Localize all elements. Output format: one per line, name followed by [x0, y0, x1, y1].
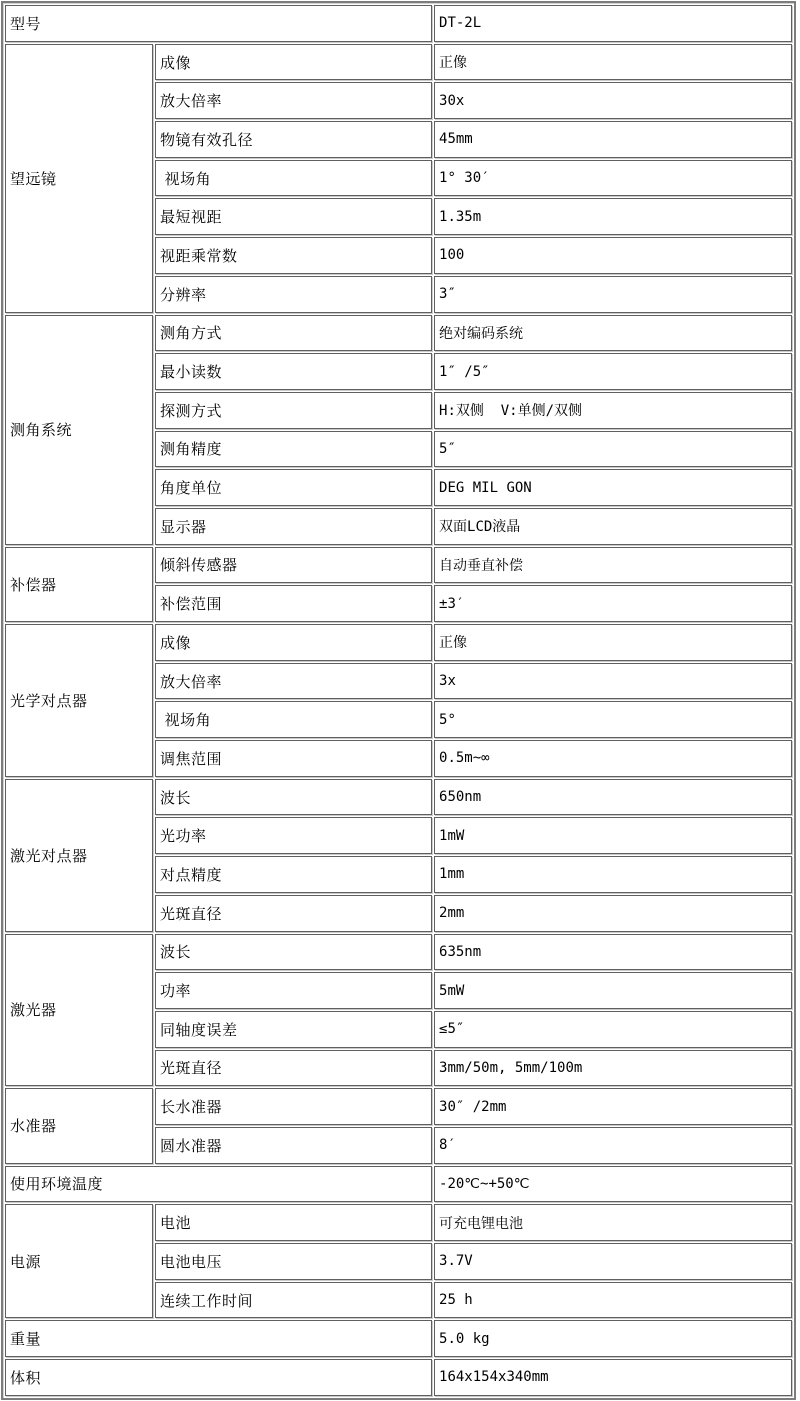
spec-value: 8′	[434, 1127, 792, 1164]
spec-value: 5°	[434, 701, 792, 738]
spec-value: ±3′	[434, 585, 792, 622]
spec-label: 测角方式	[155, 315, 432, 352]
spec-label: 视场角	[155, 701, 432, 738]
spec-label: 电池	[155, 1204, 432, 1241]
spec-value: 3mm/50m, 5mm/100m	[434, 1050, 792, 1087]
spec-label: 对点精度	[155, 856, 432, 893]
group-cell-angle-system: 测角系统	[5, 315, 153, 545]
table-row	[5, 1166, 792, 1203]
spec-label-operating-temp: 使用环境温度	[5, 1166, 432, 1203]
spec-label: 光功率	[155, 817, 432, 854]
spec-value: 25 h	[434, 1282, 792, 1319]
spec-value: 650nm	[434, 779, 792, 816]
spec-label: 最小读数	[155, 353, 432, 390]
group-cell-laser: 激光器	[5, 934, 153, 1087]
spec-value-model: DT-2L	[434, 5, 792, 42]
spec-label: 倾斜传感器	[155, 547, 432, 584]
group-cell-optical-plummet: 光学对点器	[5, 624, 153, 777]
table-row	[5, 1088, 792, 1125]
spec-value: ≤5″	[434, 1011, 792, 1048]
spec-value: 正像	[434, 624, 792, 661]
group-cell-level: 水准器	[5, 1088, 153, 1163]
spec-label: 视场角	[155, 160, 432, 197]
table-row	[5, 315, 792, 352]
spec-value: 5mW	[434, 972, 792, 1009]
spec-label: 电池电压	[155, 1243, 432, 1280]
spec-value: 2mm	[434, 895, 792, 932]
spec-label: 长水准器	[155, 1088, 432, 1125]
spec-value: 正像	[434, 44, 792, 81]
spec-value: 1mW	[434, 817, 792, 854]
spec-table	[1, 1, 796, 1400]
spec-value: 绝对编码系统	[434, 315, 792, 352]
group-cell-compensator: 补偿器	[5, 547, 153, 622]
table-row	[5, 5, 792, 42]
spec-value: 30x	[434, 82, 792, 119]
spec-label: 探测方式	[155, 392, 432, 429]
spec-label: 成像	[155, 624, 432, 661]
spec-label: 放大倍率	[155, 82, 432, 119]
spec-value: 1° 30′	[434, 160, 792, 197]
spec-label: 测角精度	[155, 431, 432, 468]
spec-value: 可充电锂电池	[434, 1204, 792, 1241]
spec-label: 同轴度误差	[155, 1011, 432, 1048]
spec-value: 30″ /2mm	[434, 1088, 792, 1125]
spec-value: 3x	[434, 663, 792, 700]
spec-value: 0.5m~∞	[434, 740, 792, 777]
spec-label: 圆水准器	[155, 1127, 432, 1164]
spec-value: 1mm	[434, 856, 792, 893]
spec-value-operating-temp: -20℃~+50℃	[434, 1166, 792, 1203]
spec-value: 双面LCD液晶	[434, 508, 792, 545]
spec-label-weight: 重量	[5, 1320, 432, 1357]
group-cell-laser-plummet: 激光对点器	[5, 779, 153, 932]
table-row	[5, 1359, 792, 1396]
spec-label: 分辨率	[155, 276, 432, 313]
spec-label: 视距乘常数	[155, 237, 432, 274]
spec-value: 3.7V	[434, 1243, 792, 1280]
spec-label: 调焦范围	[155, 740, 432, 777]
spec-value: 45mm	[434, 121, 792, 158]
spec-label: 成像	[155, 44, 432, 81]
spec-label: 放大倍率	[155, 663, 432, 700]
spec-label: 连续工作时间	[155, 1282, 432, 1319]
group-cell-power: 电源	[5, 1204, 153, 1318]
spec-label: 波长	[155, 934, 432, 971]
table-row	[5, 1204, 792, 1241]
spec-label: 显示器	[155, 508, 432, 545]
table-row	[5, 44, 792, 81]
spec-label: 补偿范围	[155, 585, 432, 622]
spec-label-model: 型号	[5, 5, 432, 42]
spec-label: 物镜有效孔径	[155, 121, 432, 158]
spec-label-volume: 体积	[5, 1359, 432, 1396]
spec-label: 光斑直径	[155, 1050, 432, 1087]
spec-label: 最短视距	[155, 198, 432, 235]
spec-value: 1.35m	[434, 198, 792, 235]
spec-value: DEG MIL GON	[434, 469, 792, 506]
spec-value: H:双侧 V:单侧/双侧	[434, 392, 792, 429]
spec-value: 3″	[434, 276, 792, 313]
table-row	[5, 547, 792, 584]
spec-label: 功率	[155, 972, 432, 1009]
spec-value: 1″ /5″	[434, 353, 792, 390]
spec-value: 自动垂直补偿	[434, 547, 792, 584]
table-row	[5, 934, 792, 971]
spec-label: 波长	[155, 779, 432, 816]
table-row	[5, 624, 792, 661]
group-cell-telescope: 望远镜	[5, 44, 153, 313]
spec-value-volume: 164x154x340mm	[434, 1359, 792, 1396]
spec-label: 光斑直径	[155, 895, 432, 932]
table-row	[5, 779, 792, 816]
spec-label: 角度单位	[155, 469, 432, 506]
spec-value-weight: 5.0 kg	[434, 1320, 792, 1357]
spec-value: 100	[434, 237, 792, 274]
spec-value: 635nm	[434, 934, 792, 971]
spec-value: 5″	[434, 431, 792, 468]
